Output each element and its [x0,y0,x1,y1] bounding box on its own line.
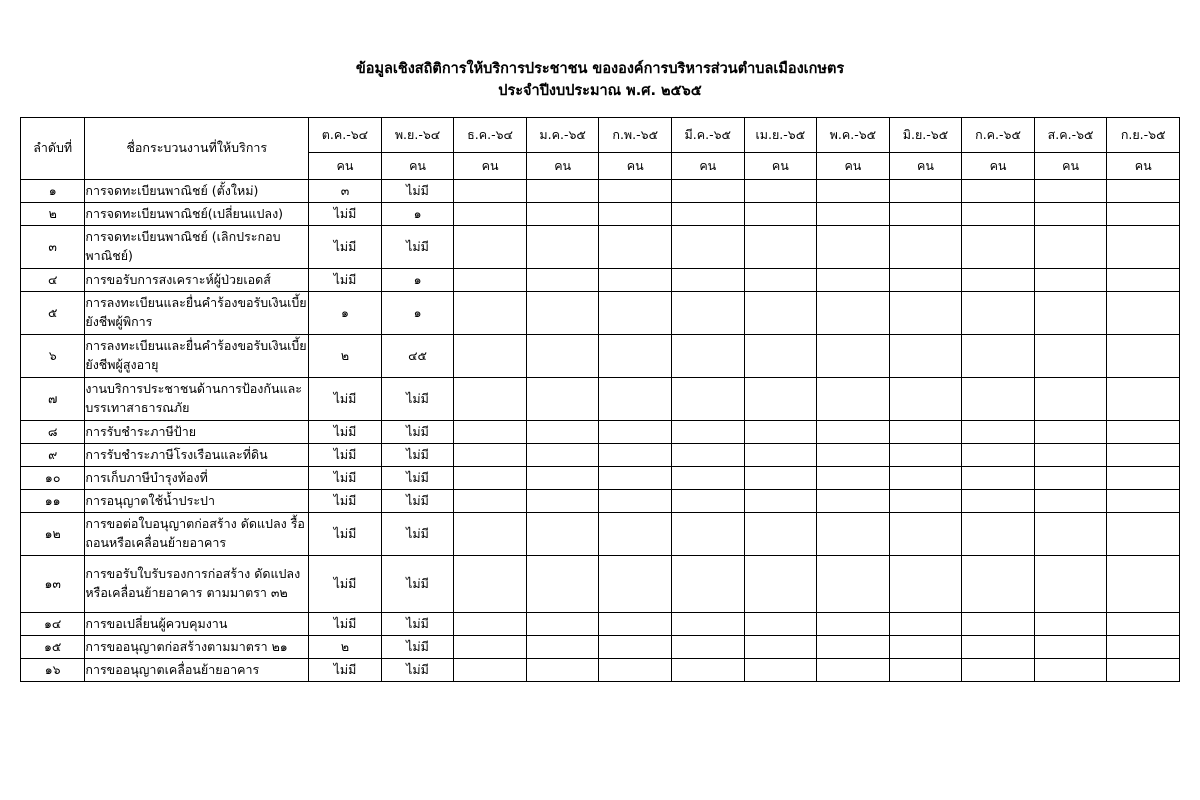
value-cell [1034,179,1107,202]
row-index-cell: ๗ [21,377,85,420]
value-cell [1034,225,1107,268]
value-cell [744,658,817,681]
table-body [21,179,1180,681]
value-cell [454,635,527,658]
value-cell [962,334,1035,377]
value-cell [744,377,817,420]
table-header-row-months [21,117,1180,152]
row-index-cell: ๖ [21,334,85,377]
value-cell: ไม่มี [309,202,382,225]
value-cell [744,466,817,489]
column-header-unit: คน [1034,152,1107,179]
page-title-line-2: ประจำปีงบประมาณ พ.ศ. ๒๕๖๕ [498,83,702,100]
value-cell [672,658,745,681]
table-row [21,466,1180,489]
value-cell [1034,377,1107,420]
value-cell [599,202,672,225]
value-cell [1107,225,1180,268]
value-cell [889,658,962,681]
value-cell [889,635,962,658]
value-cell [962,377,1035,420]
value-cell [962,443,1035,466]
row-index-cell: ๒ [21,202,85,225]
value-cell [526,512,599,555]
value-cell [1107,268,1180,291]
value-cell [672,443,745,466]
table-row [21,225,1180,268]
value-cell [1107,179,1180,202]
value-cell [454,268,527,291]
value-cell: ไม่มี [381,443,454,466]
value-cell [526,179,599,202]
value-cell [526,443,599,466]
value-cell [1107,512,1180,555]
value-cell [526,334,599,377]
value-cell: ๑ [381,268,454,291]
value-cell [599,334,672,377]
value-cell [599,291,672,334]
value-cell [672,377,745,420]
value-cell [526,555,599,612]
value-cell [526,466,599,489]
value-cell [672,225,745,268]
value-cell: ไม่มี [309,443,382,466]
value-cell [817,658,890,681]
value-cell: ไม่มี [381,555,454,612]
value-cell [817,225,890,268]
value-cell: ๔๕ [381,334,454,377]
value-cell [817,555,890,612]
value-cell [817,334,890,377]
value-cell [889,512,962,555]
value-cell [1107,443,1180,466]
service-name-cell: การขอต่อใบอนุญาตก่อสร้าง ดัดแปลง รื้อถอนหรือเคลื่อนย้ายอาคาร [85,512,309,555]
table-row [21,489,1180,512]
value-cell: ไม่มี [309,512,382,555]
value-cell [744,635,817,658]
value-cell [744,612,817,635]
column-header-unit: คน [962,152,1035,179]
service-name-cell: การรับชำระภาษีโรงเรือนและที่ดิน [85,443,309,466]
value-cell [1107,466,1180,489]
value-cell [672,635,745,658]
column-header-month: พ.ย.-๖๔ [381,117,454,152]
column-header-month: ก.ค.-๖๕ [962,117,1035,152]
column-header-unit: คน [672,152,745,179]
value-cell [599,466,672,489]
row-index-cell: ๑๒ [21,512,85,555]
value-cell [962,612,1035,635]
column-header-service-name: ชื่อกระบวนงานที่ให้บริการ [85,117,309,179]
value-cell [672,291,745,334]
column-header-month: ก.พ.-๖๕ [599,117,672,152]
value-cell [672,420,745,443]
value-cell [1107,291,1180,334]
value-cell: ไม่มี [309,225,382,268]
value-cell [672,489,745,512]
column-header-month: ต.ค.-๖๔ [309,117,382,152]
value-cell [599,268,672,291]
value-cell [454,225,527,268]
value-cell [1034,268,1107,291]
value-cell [962,179,1035,202]
service-name-cell: งานบริการประชาชนด้านการป้องกันและบรรเทาสาธารณภัย [85,377,309,420]
value-cell [1107,555,1180,612]
value-cell [1107,612,1180,635]
value-cell [454,658,527,681]
table-row [21,512,1180,555]
value-cell: ไม่มี [309,377,382,420]
value-cell [889,179,962,202]
value-cell: ๑ [309,291,382,334]
value-cell [889,268,962,291]
column-header-unit: คน [744,152,817,179]
value-cell: ไม่มี [381,512,454,555]
value-cell [672,612,745,635]
value-cell [889,420,962,443]
value-cell [1034,635,1107,658]
value-cell [962,512,1035,555]
value-cell: ไม่มี [381,179,454,202]
value-cell [744,268,817,291]
column-header-unit: คน [454,152,527,179]
column-header-index: ลำดับที่ [21,117,85,179]
value-cell [599,225,672,268]
value-cell [1034,658,1107,681]
table-row [21,268,1180,291]
value-cell: ไม่มี [381,225,454,268]
value-cell [454,291,527,334]
value-cell: ไม่มี [309,658,382,681]
value-cell: ไม่มี [381,466,454,489]
value-cell [744,420,817,443]
service-name-cell: การขอรับใบรับรองการก่อสร้าง ดัดแปลงหรือเคลื่อนย้ายอาคาร ตามมาตรา ๓๒ [85,555,309,612]
service-name-cell: การขอเปลี่ยนผู้ควบคุมงาน [85,612,309,635]
value-cell: ไม่มี [309,466,382,489]
value-cell [817,202,890,225]
value-cell [526,225,599,268]
row-index-cell: ๑๑ [21,489,85,512]
value-cell [672,466,745,489]
value-cell: ไม่มี [309,420,382,443]
value-cell [744,443,817,466]
row-index-cell: ๑๔ [21,612,85,635]
value-cell [889,291,962,334]
table-row [21,334,1180,377]
value-cell [744,512,817,555]
value-cell [744,489,817,512]
value-cell [817,489,890,512]
value-cell [817,268,890,291]
service-name-cell: การอนุญาตใช้น้ำประปา [85,489,309,512]
value-cell [889,202,962,225]
value-cell [889,377,962,420]
value-cell [526,377,599,420]
service-name-cell: การขออนุญาตก่อสร้างตามมาตรา ๒๑ [85,635,309,658]
value-cell: ๑ [381,202,454,225]
value-cell [1034,202,1107,225]
value-cell: ไม่มี [381,658,454,681]
table-row [21,555,1180,612]
value-cell [744,334,817,377]
value-cell [454,466,527,489]
value-cell [526,489,599,512]
value-cell [526,268,599,291]
column-header-month: ส.ค.-๖๕ [1034,117,1107,152]
value-cell [1034,489,1107,512]
service-name-cell: การลงทะเบียนและยื่นคำร้องขอรับเงินเบี้ยยังชีพผู้พิการ [85,291,309,334]
row-index-cell: ๑ [21,179,85,202]
table-row [21,202,1180,225]
column-header-unit: คน [1107,152,1180,179]
value-cell [599,420,672,443]
value-cell: ไม่มี [381,420,454,443]
value-cell [599,635,672,658]
value-cell [1034,420,1107,443]
value-cell [526,635,599,658]
value-cell [817,512,890,555]
page-title-line-1: ข้อมูลเชิงสถิติการให้บริการประชาชน ขององค์การบริหารส่วนตำบลเมืองเกษตร [355,61,845,77]
value-cell [672,334,745,377]
value-cell [454,377,527,420]
value-cell [962,291,1035,334]
value-cell [889,334,962,377]
document-title [20,58,1180,103]
service-name-cell: การรับชำระภาษีป้าย [85,420,309,443]
value-cell [599,658,672,681]
table-row [21,443,1180,466]
value-cell [454,555,527,612]
value-cell [962,420,1035,443]
value-cell [1034,443,1107,466]
column-header-month: ม.ค.-๖๕ [526,117,599,152]
service-name-cell: การจดทะเบียนพาณิชย์(เปลี่ยนแปลง) [85,202,309,225]
value-cell: ๑ [381,291,454,334]
value-cell [744,555,817,612]
value-cell [817,466,890,489]
table-row [21,291,1180,334]
value-cell: ไม่มี [381,489,454,512]
value-cell: ๓ [309,179,382,202]
value-cell [1034,334,1107,377]
column-header-month: พ.ค.-๖๕ [817,117,890,152]
value-cell [1107,635,1180,658]
value-cell [672,555,745,612]
value-cell [889,612,962,635]
column-header-month: เม.ย.-๖๕ [744,117,817,152]
value-cell [1034,291,1107,334]
value-cell [454,420,527,443]
value-cell [744,179,817,202]
value-cell [889,466,962,489]
column-header-month: มิ.ย.-๖๕ [889,117,962,152]
row-index-cell: ๑๖ [21,658,85,681]
service-name-cell: การเก็บภาษีบำรุงท้องที่ [85,466,309,489]
value-cell [526,658,599,681]
column-header-unit: คน [526,152,599,179]
value-cell [672,202,745,225]
value-cell [744,202,817,225]
value-cell [962,658,1035,681]
value-cell [1107,658,1180,681]
value-cell [599,489,672,512]
statistics-table [20,117,1180,682]
value-cell [672,512,745,555]
value-cell [454,443,527,466]
value-cell [889,443,962,466]
value-cell [454,512,527,555]
value-cell [962,466,1035,489]
value-cell [962,635,1035,658]
value-cell [889,225,962,268]
value-cell [672,179,745,202]
value-cell [1107,420,1180,443]
value-cell [889,489,962,512]
column-header-unit: คน [381,152,454,179]
service-name-cell: การขออนุญาตเคลื่อนย้ายอาคาร [85,658,309,681]
service-name-cell: การจดทะเบียนพาณิชย์ (เลิกประกอบพาณิชย์) [85,225,309,268]
value-cell [454,334,527,377]
column-header-month: มี.ค.-๖๕ [672,117,745,152]
column-header-month: ก.ย.-๖๕ [1107,117,1180,152]
value-cell [817,179,890,202]
value-cell [599,612,672,635]
value-cell [1107,489,1180,512]
value-cell [672,268,745,291]
column-header-unit: คน [599,152,672,179]
value-cell [599,179,672,202]
value-cell [526,612,599,635]
value-cell [962,202,1035,225]
value-cell [526,420,599,443]
value-cell: ไม่มี [309,612,382,635]
value-cell: ไม่มี [309,489,382,512]
value-cell [1034,512,1107,555]
value-cell [454,489,527,512]
value-cell [454,202,527,225]
value-cell [599,512,672,555]
value-cell [1107,377,1180,420]
column-header-unit: คน [817,152,890,179]
value-cell [526,202,599,225]
value-cell: ๒ [309,635,382,658]
value-cell [599,443,672,466]
value-cell [817,291,890,334]
value-cell [962,225,1035,268]
value-cell [599,377,672,420]
value-cell [889,555,962,612]
value-cell [454,179,527,202]
column-header-unit: คน [889,152,962,179]
row-index-cell: ๑๐ [21,466,85,489]
value-cell [962,268,1035,291]
table-row [21,612,1180,635]
value-cell: ไม่มี [309,268,382,291]
row-index-cell: ๓ [21,225,85,268]
value-cell [817,377,890,420]
value-cell [817,420,890,443]
value-cell [962,555,1035,612]
value-cell: ๒ [309,334,382,377]
row-index-cell: ๙ [21,443,85,466]
row-index-cell: ๕ [21,291,85,334]
table-head [21,117,1180,179]
value-cell [1107,202,1180,225]
row-index-cell: ๘ [21,420,85,443]
value-cell [1034,466,1107,489]
row-index-cell: ๑๓ [21,555,85,612]
table-row [21,377,1180,420]
value-cell [1107,334,1180,377]
value-cell [744,291,817,334]
table-row [21,179,1180,202]
table-row [21,658,1180,681]
row-index-cell: ๑๕ [21,635,85,658]
service-name-cell: การลงทะเบียนและยื่นคำร้องขอรับเงินเบี้ยยังชีพผู้สูงอายุ [85,334,309,377]
value-cell: ไม่มี [381,377,454,420]
value-cell: ไม่มี [381,612,454,635]
service-name-cell: การขอรับการสงเคราะห์ผู้ป่วยเอดส์ [85,268,309,291]
service-name-cell: การจดทะเบียนพาณิชย์ (ตั้งใหม่) [85,179,309,202]
table-row [21,635,1180,658]
value-cell: ไม่มี [309,555,382,612]
value-cell [744,225,817,268]
table-row [21,420,1180,443]
value-cell [526,291,599,334]
value-cell [817,635,890,658]
value-cell [1034,555,1107,612]
row-index-cell: ๔ [21,268,85,291]
column-header-unit: คน [309,152,382,179]
value-cell [962,489,1035,512]
value-cell [1034,612,1107,635]
column-header-month: ธ.ค.-๖๔ [454,117,527,152]
value-cell [599,555,672,612]
value-cell [817,443,890,466]
value-cell [817,612,890,635]
value-cell: ไม่มี [381,635,454,658]
value-cell [454,612,527,635]
